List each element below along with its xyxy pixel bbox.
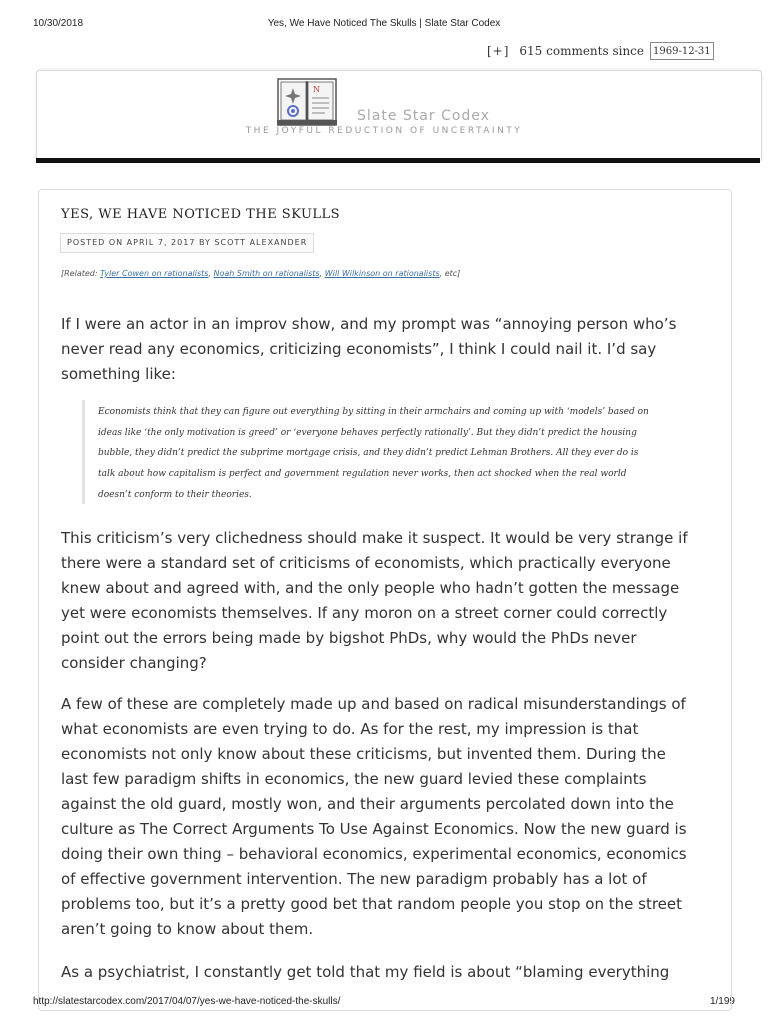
paragraph-4 bbox=[61, 960, 721, 985]
paragraph-3 bbox=[61, 692, 721, 942]
text-line: This criticism’s very clichedness should make it suspect. It would be very strange if bbox=[61, 529, 688, 547]
comments-since-input[interactable] bbox=[650, 42, 714, 60]
paragraph-2 bbox=[61, 526, 721, 676]
text-line: knew about and agreed with, and the only people who hadn’t gotten the message bbox=[61, 579, 680, 597]
quote-line: talk about how capitalism is perfect and government regulation never works, then act shocked when the real world bbox=[98, 469, 627, 480]
comments-count: 615 comments since bbox=[519, 44, 644, 58]
post-title[interactable]: YES, WE HAVE NOTICED THE SKULLS bbox=[61, 207, 341, 222]
related-suffix: , etc] bbox=[439, 269, 461, 278]
related-sep: , bbox=[319, 269, 325, 278]
comments-bar bbox=[487, 42, 714, 60]
paragraph-1 bbox=[61, 312, 721, 387]
header-divider bbox=[36, 158, 760, 163]
text-line: consider changing? bbox=[61, 654, 207, 672]
text-line: point out the errors being made by bigshot PhDs, why would the PhDs never bbox=[61, 629, 637, 647]
quote-line: ideas like ‘the only motivation is greed’ or ‘everyone behaves perfectly rationally’. But they didn’t predict the housing bbox=[98, 427, 637, 438]
text-line: doing their own thing – behavioral economics, experimental economics, economics bbox=[61, 845, 687, 863]
site-title[interactable]: Slate Star Codex bbox=[357, 108, 490, 124]
comments-toggle-button[interactable]: [+] bbox=[486, 44, 510, 58]
related-link-smith[interactable]: Noah Smith on rationalists bbox=[213, 269, 320, 278]
print-title: Yes, We Have Noticed The Skulls | Slate Star Codex bbox=[267, 18, 501, 29]
related-link-wilkinson[interactable]: Will Wilkinson on rationalists bbox=[324, 269, 440, 278]
text-line: last few paradigm shifts in economics, the new guard levied these complaints bbox=[61, 770, 647, 788]
print-date: 10/30/2018 bbox=[33, 18, 84, 29]
text-line: against the old guard, mostly won, and their arguments percolated down into the bbox=[61, 795, 674, 813]
text-line: If I were an actor in an improv show, and my prompt was “annoying person who’s bbox=[61, 315, 677, 333]
text-line: yet were economists themselves. If any moron on a street corner could correctly bbox=[61, 604, 668, 622]
blockquote bbox=[82, 400, 705, 504]
text-line: problems too, but it’s a pretty good bet that random people you stop on the street bbox=[61, 895, 683, 913]
related-link-cowen[interactable]: Tyler Cowen on rationalists bbox=[100, 269, 209, 278]
svg-text:N: N bbox=[313, 85, 320, 94]
text-line: something like: bbox=[61, 365, 176, 383]
text-line: economists not only know about these criticisms, but invented them. During the bbox=[61, 745, 666, 763]
text-line: As a psychiatrist, I constantly get told that my field is about “blaming everything bbox=[61, 963, 670, 981]
quote-line: bubble, they didn’t predict the subprime mortgage crisis, and they didn’t predict Lehman Brothers. All they ever do is bbox=[98, 448, 639, 459]
quote-line: doesn’t conform to their theories. bbox=[98, 489, 252, 500]
text-line: A few of these are completely made up and based on radical misunderstandings of bbox=[61, 695, 686, 713]
text-line: of effective government intervention. The new paradigm probably has a lot of bbox=[61, 870, 647, 888]
related-sep: , bbox=[208, 269, 214, 278]
related-links bbox=[61, 269, 460, 278]
print-url: http://slatestarcodex.com/2017/04/07/yes-we-have-noticed-the-skulls/ bbox=[33, 996, 341, 1007]
site-tagline: THE JOYFUL REDUCTION OF UNCERTAINTY bbox=[245, 126, 523, 136]
quote-line: Economists think that they can figure out everything by sitting in their armchairs and coming up with ‘models’ based on bbox=[98, 407, 649, 417]
blockquote-text bbox=[98, 402, 649, 506]
related-prefix: [Related: bbox=[61, 269, 101, 278]
text-line: never read any economics, criticizing economists”, I think I could nail it. I’d say bbox=[61, 340, 657, 358]
book-logo-icon[interactable] bbox=[277, 78, 337, 126]
print-page-number: 1/199 bbox=[709, 996, 735, 1007]
text-line: culture as The Correct Arguments To Use Against Economics. Now the new guard is bbox=[61, 820, 687, 838]
post-byline: POSTED ON APRIL 7, 2017 BY SCOTT ALEXANDER bbox=[60, 233, 314, 253]
text-line: there were a standard set of criticisms of economists, which practically everyone bbox=[61, 554, 671, 572]
text-line: aren’t going to know about them. bbox=[61, 920, 314, 938]
text-line: what economists are even trying to do. As for the rest, my impression is that bbox=[61, 720, 639, 738]
